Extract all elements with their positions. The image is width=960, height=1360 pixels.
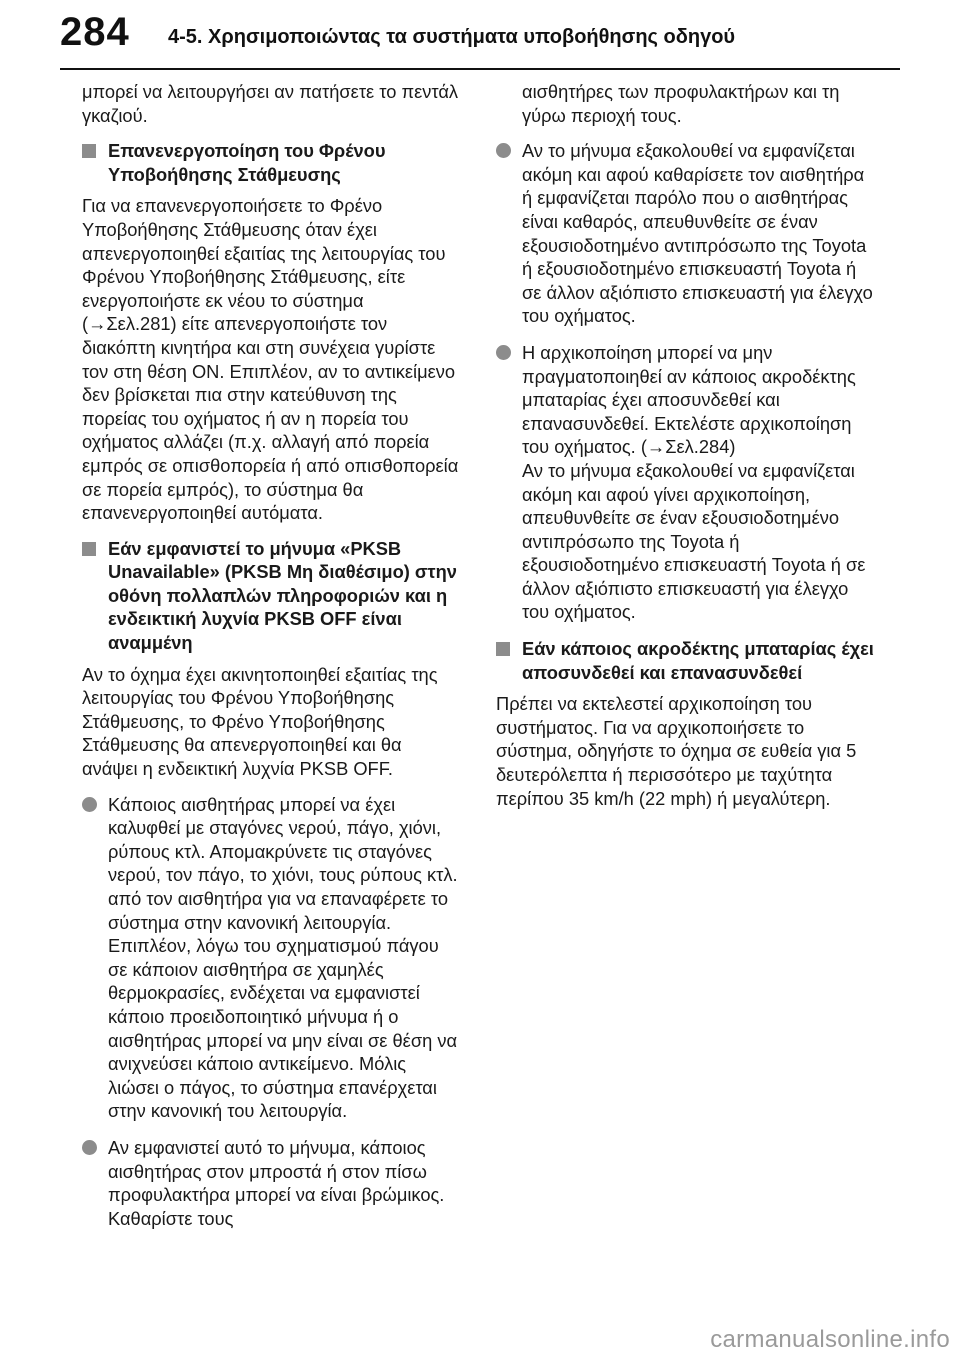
bullet-text-continued: Επιπλέον, λόγω του σχηματισμού πάγου σε κάποιον αισθητήρα σε χαμηλές θερμοκρασίες, ενδέχεται να εμφανιστεί κάποιο προειδοποιητικό μήνυμα ή ο αισθητήρας μπορεί να μην είναι σε θέση να ανιχνεύσει κάποιο αντικείμενο. Μόλις λιώσει ο πάγος, το σύστημα επανέρχεται στην κανονική του λειτουργία. [108,935,458,1122]
bullet-text: Η αρχικοποίηση μπορεί να μην πραγματοποιηθεί αν κάποιος ακροδέκτης μπαταρίας έχει αποσυνδεθεί και επανασυνδεθεί. Εκτελέστε αρχικοποίηση του οχήματος. (→Σελ.284) [522,341,856,458]
continued-text: αισθητήρες των προφυλακτήρων και τη γύρω περιοχή τους. [522,81,840,126]
right-column [496,80,876,822]
square-bullet-icon [496,642,510,656]
heading-text: Εάν κάποιος ακροδέκτης μπαταρίας έχει αποσυνδεθεί και επανασυνδεθεί [522,638,874,683]
left-column [82,80,462,1243]
heading-reactivation [82,139,462,186]
circle-bullet-icon [82,1140,97,1155]
pksb-paragraph: Αν το όχημα έχει ακινητοποιηθεί εξαιτίας της λειτουργίας του Φρένου Υποβοήθησης Στάθμευσης, το Φρένο Υποβοήθησης Στάθμευσης θα απενεργοποιηθεί και θα ανάψει η ενδεικτική λυχνία PKSB OFF. [82,663,438,780]
bullet-item [82,1136,462,1230]
bullet-text: Αν εμφανιστεί αυτό το μήνυμα, κάποιος αισθητήρας στον μπροστά ή στον πίσω προφυλακτήρα μπορεί να είναι βρώμικος. Καθαρίστε τους [108,1136,445,1229]
watermark: carmanualsonline.info [710,1326,950,1353]
intro-paragraph: μπορεί να λειτουργήσει αν πατήσετε το πεντάλ γκαζιού. [82,81,459,126]
heading-battery-reconnect [496,637,876,684]
section-title: 4-5. Χρησιμοποιώντας τα συστήματα υποβοήθησης οδηγού [168,26,736,48]
circle-bullet-icon [496,143,511,158]
heading-pksb-unavailable [82,537,462,655]
bullet-text: Κάποιος αισθητήρας μπορεί να έχει καλυφθεί με σταγόνες νερού, πάγο, χιόνι, ρύπους κτλ. Απομακρύνετε τις σταγόνες νερού, τον πάγο, το χιόνι, τους ρύπους κτλ. από τον αισθητήρα για να επαναφέρετε το σύστημα στην κανονική λειτουργία. [108,793,458,933]
page-header [0,0,960,76]
battery-paragraph: Πρέπει να εκτελεστεί αρχικοποίηση του συστήματος. Για να αρχικοποιήσετε το σύστημα, οδηγήστε το όχημα σε ευθεία για 5 δευτερόλεπτα ή περισσότερο με ταχύτητα περίπου 35 km/h (22 mph) ή μεγαλύτερη. [496,693,857,809]
bullet-text: Αν το μήνυμα εξακολουθεί να εμφανίζεται ακόμη και αφού καθαρίσετε τον αισθητήρα ή εμφανίζεται παρόλο που ο αισθητήρας είναι καθαρός, απευθυνθείτε σε έναν εξουσιοδοτημένο αντιπρόσωπο της Toyota ή εξουσιοδοτημένο επισκευαστή Toyota ή σε άλλον αξιόπιστο επισκευαστή για έλεγχο του οχήματος. [522,140,873,327]
bullet-item [82,793,462,1123]
reactivation-paragraph: Για να επανενεργοποιήσετε το Φρένο Υποβοήθησης Στάθμευσης όταν έχει απενεργοποιηθεί εξαιτίας της λειτουργίας του Φρένου Υποβοήθησης Στάθμευσης, είτε ενεργοποιήστε εκ νέου το σύστημα (→Σελ.281) είτε απενεργοποιήστε τον διακόπτη κινητήρα και στη συνέχεια γυρίστε τον στη θέση ON. Επιπλέον, αν το αντικείμενο δεν βρίσκεται πια στην κατεύθυνση της πορείας του οχήματος ή αν η πορεία του οχήματος αλλάζει (π.χ. αλλαγή από πορεία εμπρός σε οπισθοπορεία ή από οπισθοπορεία σε πορεία εμπρός), το σύστημα θα επανενεργοποιηθεί αυτόματα. [82,195,459,524]
heading-text: Επανενεργοποίηση του Φρένου Υποβοήθησης Στάθμευσης [108,140,386,185]
heading-text: Εάν εμφανιστεί το μήνυμα «PKSB Unavailable» (PKSB Μη διαθέσιμο) στην οθόνη πολλαπλών πληροφοριών και η ενδεικτική λυχνία PKSB OFF είναι αναμμένη [108,537,457,654]
bullet-item [496,139,876,328]
circle-bullet-icon [82,797,97,812]
page-number: 284 [60,10,130,54]
circle-bullet-icon [496,345,511,360]
square-bullet-icon [82,542,96,556]
bullet-text-continued: Αν το μήνυμα εξακολουθεί να εμφανίζεται ακόμη και αφού γίνει αρχικοποίηση, απευθυνθείτε σε έναν εξουσιοδοτημένο αντιπρόσωπο της Toyota ή εξουσιοδοτημένο επισκευαστή Toyota ή σε άλλον αξιόπιστο επισκευαστή για έλεγχο του οχήματος. [522,459,866,623]
header-rule [60,68,900,70]
bullet-item [496,341,876,624]
square-bullet-icon [82,144,96,158]
